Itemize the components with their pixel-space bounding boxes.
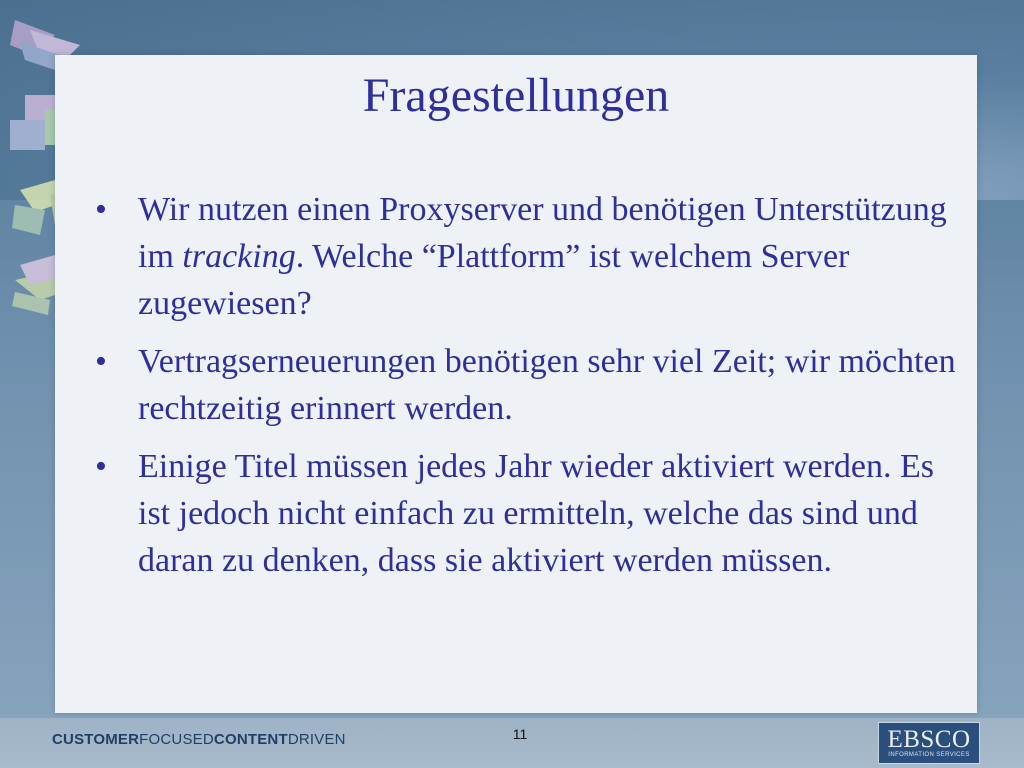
bullet-text: Einige Titel müssen jedes Jahr wieder aktiviert werden. Es ist jedoch nicht einfach zu ermitteln, welche das sind und daran zu denken, dass sie aktiviert werden müssen. [138, 448, 934, 579]
bullet-item [95, 338, 965, 432]
customer-focused-logo: CUSTOMERFOCUSEDCONTENTDRIVEN [52, 731, 346, 748]
bullet-text: Wir nutzen einen Proxyserver und benötigen Unterstützung im [138, 191, 947, 275]
bullet-icon: • [95, 343, 107, 380]
bullet-text: Vertragserneuerungen benötigen sehr viel Zeit; wir möchten rechtzeitig erinnert werden. [138, 343, 956, 427]
bullet-item [95, 186, 965, 327]
bullet-icon: • [95, 448, 107, 485]
bullet-item [95, 443, 965, 584]
bullet-icon: • [95, 191, 107, 228]
ebsco-logo-word: EBSCO [887, 726, 971, 753]
bullet-text: . Welche “Plattform” ist welchem Server zugewiesen? [138, 238, 850, 322]
page-number: 11 [512, 726, 528, 742]
bullet-emphasis: tracking [182, 238, 296, 275]
ebsco-logo [878, 722, 980, 764]
ebsco-logo-subtitle: INFORMATION SERVICES [888, 752, 970, 758]
slide-title: Fragestellungen [362, 69, 670, 122]
bullet-list [95, 186, 965, 595]
